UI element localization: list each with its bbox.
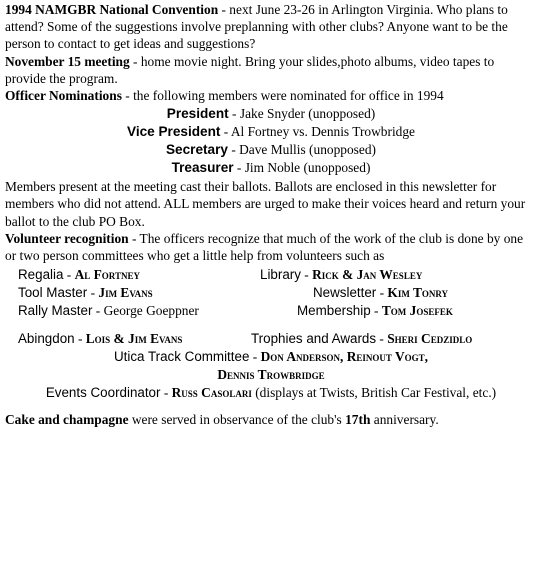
officer-row-secretary	[5, 141, 537, 159]
committee-person: Kim Tonry	[387, 285, 449, 301]
committee-person: Jim Evans	[98, 285, 153, 301]
officer-value: - Jim Noble (unopposed)	[233, 160, 371, 176]
committee-newsletter: Newsletter - Kim Tonry	[313, 285, 449, 301]
committee-utica	[5, 348, 537, 384]
officer-role: Vice President	[127, 124, 221, 140]
officer-row-vice-president	[5, 123, 537, 141]
officer-role: President	[166, 106, 229, 122]
committee-regalia: Regalia - Al Fortney	[18, 267, 140, 283]
officer-value: - Al Fortney vs. Dennis Trowbridge	[220, 124, 415, 140]
committee-person: Russ Casolari	[171, 385, 252, 401]
meeting-heading: November 15 meeting	[5, 53, 130, 69]
committee-person: Rick & Jan Wesley	[312, 267, 423, 283]
volunteer-heading: Volunteer recognition	[5, 230, 129, 246]
committee-person: Lois & Jim Evans	[85, 331, 183, 347]
committee-person: Sheri Cedzidlo	[387, 331, 473, 347]
committee-person: Al Fortney	[74, 267, 140, 283]
committee-tool-master: Tool Master - Jim Evans	[18, 285, 153, 301]
committee-person: Dennis Trowbridge	[217, 367, 325, 383]
committee-label: Events Coordinator	[45, 385, 161, 401]
officer-value: - Dave Mullis (unopposed)	[227, 142, 376, 158]
committee-membership: Membership - Tom Josefek	[297, 303, 453, 319]
committee-label: Utica Track Committee	[113, 349, 250, 365]
meeting-paragraph	[5, 53, 537, 87]
committee-label: Abingdon	[18, 331, 75, 347]
committee-row-abingdon	[5, 330, 537, 348]
newsletter-page	[5, 1, 537, 428]
officer-role: Treasurer	[171, 160, 234, 176]
officer-row-treasurer	[5, 159, 537, 177]
committee-events: Events Coordinator - Russ Casolari (displays at Twists, British Car Festival, etc.)	[45, 385, 497, 401]
utica-line: Utica Track Committee - Don Anderson, Reinout Vogt,	[113, 349, 429, 365]
convention-paragraph	[5, 1, 537, 53]
volunteer-paragraph	[5, 230, 537, 264]
cake-paragraph: Cake and champagne were served in observance of the club's 17th anniversary.	[5, 412, 439, 428]
committee-label: Tool Master	[18, 285, 88, 301]
cake-heading: Cake and champagne	[5, 412, 129, 428]
ballots-paragraph: Members present at the meeting cast their ballots. Ballots are enclosed in this newsletter for members who did not attend. ALL members are urged to make their voices heard and return your ballot to the club PO Box.	[5, 179, 526, 229]
officer-list	[5, 105, 537, 177]
nominations-text: - the following members were nominated for office in 1994	[121, 88, 444, 104]
anniversary-ordinal: 17th	[345, 412, 371, 428]
committee-person: Tom Josefek	[381, 303, 453, 319]
committee-rally-master: Rally Master - George Goeppner	[18, 303, 199, 319]
committee-abingdon: Abingdon - Lois & Jim Evans	[18, 331, 183, 347]
committee-label: Trophies and Awards	[251, 331, 377, 347]
utica-line-2	[5, 366, 537, 384]
nominations-paragraph	[5, 87, 537, 104]
committee-trophies: Trophies and Awards - Sheri Cedzidlo	[251, 331, 473, 347]
officer-row-president	[5, 105, 537, 123]
committee-label: Regalia	[18, 267, 64, 283]
committee-label: Library	[260, 267, 301, 283]
meeting-text: - home movie night. Bring your slides,photo albums, video tapes to provide the program.	[5, 53, 495, 86]
committee-label: Newsletter	[313, 285, 377, 301]
officer-role: Secretary	[165, 142, 228, 158]
officer-value: - Jake Snyder (unopposed)	[228, 106, 376, 122]
events-note: (displays at Twists, British Car Festival, etc.)	[251, 385, 497, 401]
committee-person: George Goeppner	[103, 303, 199, 319]
committee-label: Rally Master	[18, 303, 93, 319]
volunteer-text: - The officers recognize that much of the work of the club is done by one or two person committees who get a little help from volunteers such as	[5, 230, 524, 264]
convention-text: - next June 23-26 in Arlington Virginia. Who plans to attend? Some of the suggestions involve preplanning with other clubs? Anyone want to be the person to contact to get ideas and suggestions?	[5, 2, 508, 52]
committee-person: Don Anderson, Reinout Vogt,	[260, 349, 429, 365]
committee-grid	[5, 266, 537, 330]
committee-library: Library - Rick & Jan Wesley	[260, 267, 423, 283]
nominations-heading: Officer Nominations	[5, 88, 122, 104]
committee-label: Membership	[297, 303, 371, 319]
convention-heading: 1994 NAMGBR National Convention	[5, 2, 219, 17]
